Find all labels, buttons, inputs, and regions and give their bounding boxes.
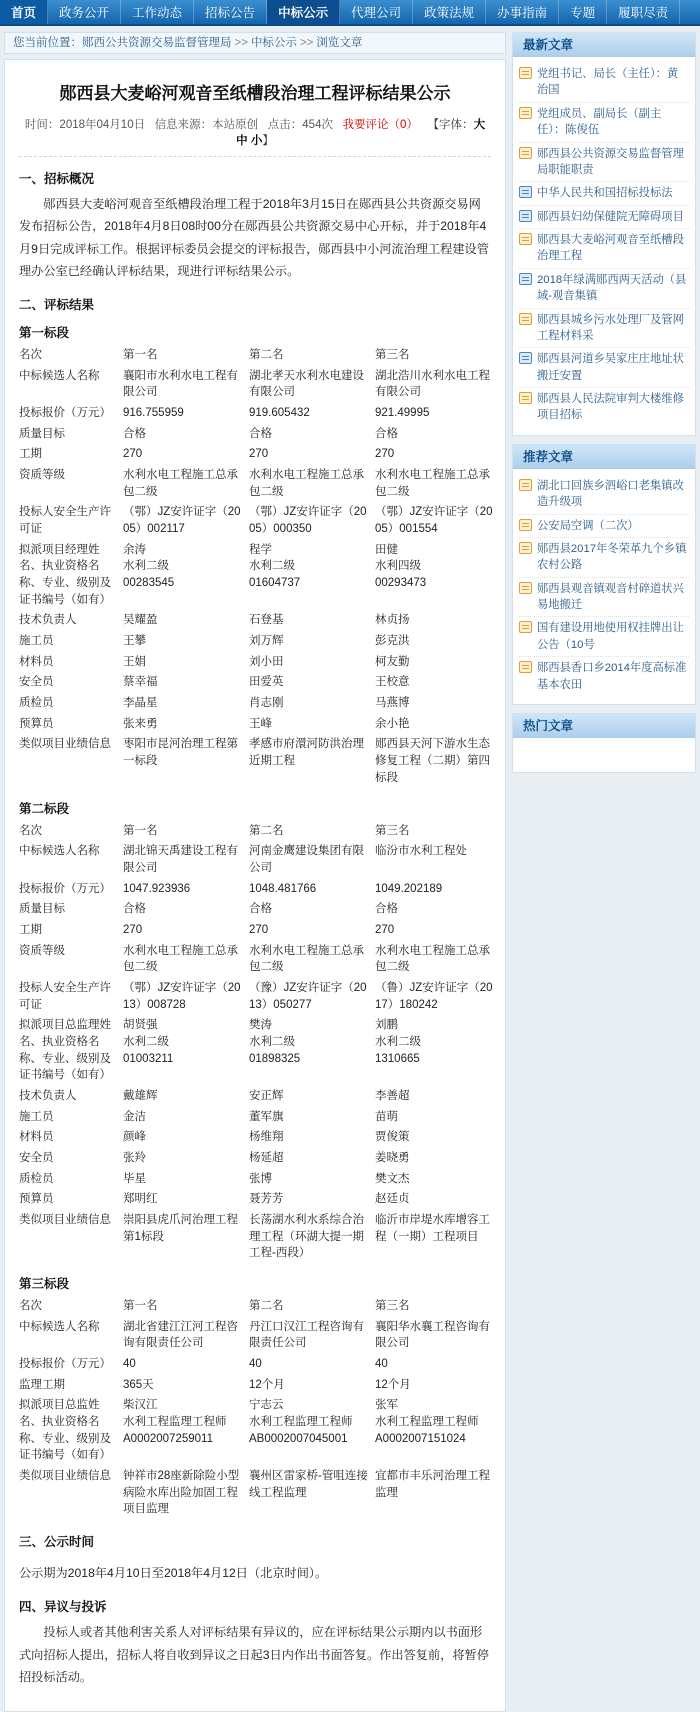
row-cell-1: 水利水电工程施工总承包二级	[249, 944, 364, 974]
section-heading-complaint: 四、异议与投诉	[19, 1599, 107, 1614]
row-cell-2: 樊文杰	[375, 1172, 410, 1185]
row-cell-1: 湖北孝天水利水电建设有限公司	[249, 369, 364, 399]
section-body-time: 公示期为2018年4月10日至2018年4月12日（北京时间）。	[19, 1566, 328, 1581]
nav-item-5[interactable]: 代理公司	[340, 0, 413, 24]
nav-item-0[interactable]: 首页	[0, 0, 48, 24]
row-label: 投标报价（万元）	[19, 1357, 111, 1370]
nav-item-8[interactable]: 专题	[559, 0, 607, 24]
doc-icon-blue	[519, 352, 532, 364]
table-row	[19, 672, 501, 693]
font-size-medium[interactable]: 中	[236, 134, 248, 147]
doc-icon-blue	[519, 273, 532, 285]
row-cell-1: 919.605432	[249, 407, 310, 420]
row-cell-0: 李晶星	[123, 697, 158, 710]
row-label: 类似项目业绩信息	[19, 1213, 111, 1226]
row-cell-2: 苗萌	[375, 1110, 398, 1123]
row-cell-2: 田健 水利四级 00293473	[375, 543, 427, 590]
row-cell-1: 长荡湖水利水系综合治理工程（环湖大提一期工程-西段）	[249, 1213, 364, 1260]
list-item-label: 2018年绿满郧西两天活动（县域-观音集镇	[537, 273, 687, 303]
row-cell-0: 合格	[123, 903, 146, 916]
row-cell-1: 董军旗	[249, 1110, 284, 1123]
row-label: 施工员	[19, 635, 54, 648]
doc-icon-orange	[519, 542, 532, 554]
row-label: 监理工期	[19, 1378, 65, 1391]
section-body-overview: 郧西县大麦峪河观音至纸槽段治理工程于2018年3月15日在郧西县公共资源交易网发布招标公告，2018年4月8日08时00分在郧西县公共资源交易中心开标，并于2018年4月9日完成评标工作。根据评标委员会提交的评标报告，郧西县中小河流治理工程建设管理办公室已经确认评标结果，现进行评标结果公示。	[19, 196, 489, 279]
row-cell-2: 赵廷贞	[375, 1193, 410, 1206]
row-cell-1: 12个月	[249, 1378, 285, 1391]
table-row	[19, 345, 501, 366]
table-row	[19, 403, 501, 424]
row-label: 资质等级	[19, 469, 65, 482]
table-row	[19, 540, 501, 611]
rail-list	[513, 57, 695, 435]
table-row	[19, 920, 501, 941]
doc-icon-orange	[519, 519, 532, 531]
breadcrumb-link-2[interactable]: 浏览文章	[316, 37, 363, 49]
table-row	[19, 631, 501, 652]
font-size-small[interactable]: 小	[250, 134, 263, 147]
sidebar-column	[512, 32, 696, 1712]
section-heading-results: 二、评标结果	[19, 298, 95, 313]
package-table-1	[19, 821, 501, 1264]
package-heading-2: 第三标段	[19, 1276, 70, 1291]
row-cell-0: 吴耀盈	[123, 614, 158, 627]
row-cell-1: 田爱英	[249, 676, 284, 689]
nav-item-9[interactable]: 履职尽责	[607, 0, 680, 24]
row-label: 材料员	[19, 1131, 54, 1144]
row-cell-2: 张军 水利工程监理工程师 A0002007151024	[375, 1399, 479, 1445]
list-item-label: 郧西县香口乡2014年度高标准基本农田	[537, 662, 687, 691]
row-cell-0: 水利水电工程施工总承包二级	[123, 944, 238, 974]
row-label: 安全员	[19, 1151, 54, 1164]
table-row	[19, 978, 501, 1015]
nav-item-4[interactable]: 中标公示	[267, 0, 340, 24]
breadcrumb-prefix: 您当前位置：	[13, 37, 82, 49]
row-cell-2: 王校意	[375, 676, 410, 689]
list-item[interactable]	[519, 578, 689, 618]
table-row	[19, 1086, 501, 1107]
row-cell-2: 李善超	[375, 1089, 410, 1102]
font-size-large[interactable]: 大	[473, 118, 486, 131]
row-cell-2: 12个月	[375, 1378, 411, 1391]
table-row	[19, 1169, 501, 1190]
table-row	[19, 465, 501, 502]
list-item[interactable]	[519, 182, 689, 205]
list-item-label: 中华人民共和国招标投标法	[537, 187, 673, 200]
comment-link[interactable]: 我要评论（0）	[342, 118, 418, 131]
row-cell-2: 1049.202189	[375, 882, 443, 895]
row-cell-1: 合格	[249, 903, 272, 916]
row-cell-2: 临沂市岸堤水库增容工程（一期）工程项目	[375, 1213, 490, 1243]
row-cell-0: 戴雄辉	[123, 1089, 158, 1102]
row-cell-2: 马燕博	[375, 697, 410, 710]
row-cell-0: 余涛 水利二级 00283545	[123, 543, 175, 590]
row-cell-0: 王攀	[123, 635, 146, 648]
row-cell-2: 合格	[375, 903, 398, 916]
row-cell-2: 彭克洪	[375, 635, 410, 648]
row-cell-1: （鄂）JZ安许证字（2005）000350	[249, 506, 367, 536]
table-row	[19, 1210, 501, 1264]
page-title: 郧西县大麦峪河观音至纸槽段治理工程评标结果公示	[59, 84, 451, 103]
row-cell-1: 刘小田	[249, 655, 284, 668]
list-item[interactable]	[519, 143, 689, 183]
list-item-label: 郧西县城乡污水处理厂及管网工程材料采	[537, 313, 684, 342]
row-label: 预算员	[19, 717, 54, 730]
row-cell-1: 水利水电工程施工总承包二级	[249, 469, 364, 498]
row-cell-2: 第三名	[375, 349, 410, 362]
row-cell-1: 第二名	[249, 349, 284, 362]
meta-source: 信息来源：本站原创	[154, 118, 259, 131]
table-row	[19, 1189, 501, 1210]
list-item-label: 郧西县河道乡吴家庄庄地址状搬迁安置	[537, 353, 684, 382]
row-cell-1: 40	[249, 1357, 262, 1370]
row-cell-0: 襄阳市水利水电工程有限公司	[123, 369, 238, 399]
row-label: 拟派项目总监姓名、执业资格名称、专业、级别及证书编号（如有）	[19, 1399, 111, 1462]
package-heading-0: 第一标段	[19, 326, 70, 341]
row-cell-2: 临汾市水利工程处	[375, 845, 467, 858]
row-cell-2: 40	[375, 1357, 388, 1370]
row-cell-1: 程学 水利二级 01604737	[249, 543, 301, 590]
rail-list	[513, 738, 695, 772]
table-row	[19, 444, 501, 465]
row-cell-1: 王峰	[249, 717, 272, 730]
row-label: 技术负责人	[19, 1089, 77, 1102]
row-cell-1: 聂芳芳	[249, 1193, 284, 1206]
doc-icon-blue	[519, 186, 532, 198]
row-cell-1: 270	[249, 923, 269, 936]
table-row	[19, 1015, 501, 1086]
row-label: 质量目标	[19, 427, 65, 440]
row-label: 投标报价（万元）	[19, 407, 111, 420]
font-label-end: 】	[262, 134, 274, 147]
row-cell-0: 湖北省建江江河工程咨询有限责任公司	[123, 1320, 238, 1350]
row-cell-0: 崇阳县虎爪河治理工程第1标段	[123, 1213, 238, 1243]
row-label: 施工员	[19, 1110, 54, 1123]
row-cell-0: 1047.923936	[123, 882, 191, 895]
row-cell-1: 孝感市府澴河防洪治理近期工程	[249, 738, 364, 768]
row-cell-0: 第一名	[123, 824, 158, 837]
breadcrumb-separator: >>	[299, 37, 314, 49]
row-label: 中标候选人名称	[19, 845, 100, 858]
row-label: 预算员	[19, 1193, 54, 1206]
row-cell-2: 姜晓勇	[375, 1151, 410, 1164]
row-cell-0: （鄂）JZ安许证字（2013）008728	[123, 981, 241, 1011]
row-label: 质检员	[19, 1172, 54, 1185]
nav-item-2[interactable]: 工作动态	[121, 0, 194, 24]
row-cell-0: 第一名	[123, 349, 158, 362]
meta-time: 时间：2018年04月10日	[24, 118, 146, 131]
doc-icon-orange	[519, 313, 532, 325]
breadcrumb-link-0[interactable]: 郧西公共资源交易监督管理局	[82, 37, 232, 49]
table-row	[19, 652, 501, 673]
row-label: 类似项目业绩信息	[19, 738, 111, 751]
row-cell-1: 丹江口汉江工程咨询有限责任公司	[249, 1320, 364, 1350]
row-cell-2: 宜都市丰乐河治理工程监理	[375, 1470, 490, 1499]
top-navigation	[0, 0, 700, 26]
meta-hits: 点击：454次	[267, 118, 333, 131]
table-row	[19, 1375, 501, 1396]
row-cell-1: 肖志刚	[249, 697, 284, 710]
row-label: 中标候选人名称	[19, 1320, 100, 1333]
row-label: 名次	[19, 824, 42, 837]
list-item-label: 郧西县妇幼保健院无障碍项目	[537, 210, 684, 223]
table-row	[19, 502, 501, 539]
list-item-label: 郧西县2017年冬荣革九个乡镇农村公路	[537, 542, 687, 572]
list-item-label: 湖北口回族乡泗峪口老集镇改造升级项	[537, 479, 684, 509]
row-cell-0: 270	[123, 448, 143, 461]
list-item[interactable]	[519, 348, 689, 388]
doc-icon-blue	[519, 210, 532, 222]
row-label: 资质等级	[19, 944, 65, 957]
rail-list	[513, 469, 695, 704]
row-cell-0: 40	[123, 1357, 136, 1370]
row-cell-1: 张博	[249, 1172, 272, 1185]
table-row	[19, 1107, 501, 1128]
row-cell-1: 安正辉	[249, 1089, 284, 1102]
row-cell-0: 柴汉江 水利工程监理工程师 A0002007259011	[123, 1399, 227, 1445]
list-item-label: 国有建设用地使用权挂牌出让公告（10号	[537, 622, 684, 651]
row-label: 安全员	[19, 676, 54, 689]
row-cell-0: 王娟	[123, 655, 146, 668]
row-cell-1: 杨延超	[249, 1151, 284, 1164]
row-label: 拟派项目经理姓名、执业资格名称、专业、级别及证书编号（如有）	[19, 543, 111, 606]
row-cell-2: 贾俊策	[375, 1131, 410, 1144]
row-cell-2: （鲁）JZ安许证字（2017）180242	[375, 981, 493, 1011]
font-label: 【字体：	[427, 118, 474, 131]
table-row	[19, 1354, 501, 1375]
row-cell-1: 樊涛 水利二级 01898325	[249, 1019, 301, 1065]
list-item[interactable]	[519, 475, 689, 515]
table-row	[19, 734, 501, 788]
row-cell-0: 湖北锦天禹建设工程有限公司	[123, 845, 238, 874]
row-cell-2: 水利水电工程施工总承包二级	[375, 944, 490, 974]
row-cell-1: 宁志云 水利工程监理工程师 AB0002007045001	[249, 1399, 353, 1445]
breadcrumb-separator: >>	[234, 37, 248, 49]
list-item[interactable]	[519, 388, 689, 427]
row-cell-2: 襄阳华水襄工程咨询有限公司	[375, 1320, 490, 1350]
article-meta	[19, 116, 491, 157]
row-cell-0: 合格	[123, 427, 146, 440]
list-item-label: 郧西县大麦峪河观音至纸槽段治理工程	[537, 234, 684, 263]
row-cell-1: 270	[249, 448, 269, 461]
row-cell-0: 916.755959	[123, 407, 184, 420]
row-cell-1: （豫）JZ安许证字（2013）050277	[249, 981, 367, 1011]
row-cell-2: 刘鹏 水利二级 1310665	[375, 1019, 421, 1065]
list-item-label: 党组书记、局长（主任）：黄治国	[537, 68, 679, 97]
rail-panel-title: 推荐文章	[513, 445, 695, 469]
row-cell-1: 石登基	[249, 614, 284, 627]
article-card	[4, 59, 506, 1712]
list-item[interactable]	[519, 269, 689, 309]
row-cell-2: （鄂）JZ安许证字（2005）001554	[375, 506, 493, 536]
list-item[interactable]	[519, 206, 689, 229]
table-row	[19, 821, 501, 842]
nav-item-1[interactable]: 政务公开	[48, 0, 121, 24]
package-list	[19, 323, 491, 1520]
row-label: 投标人安全生产许可证	[19, 506, 111, 536]
row-cell-2: 第三名	[375, 1299, 410, 1312]
doc-icon-orange	[519, 67, 532, 79]
row-label: 质检员	[19, 697, 54, 710]
table-row	[19, 841, 501, 878]
table-row	[19, 714, 501, 735]
main-column	[4, 32, 506, 1712]
section-heading-time: 三、公示时间	[19, 1535, 95, 1550]
list-item[interactable]	[519, 538, 689, 578]
row-cell-0: 365天	[123, 1378, 154, 1391]
table-row	[19, 610, 501, 631]
list-item-label: 公安局空调（二次）	[537, 519, 639, 532]
row-cell-0: 毕星	[123, 1172, 146, 1185]
row-cell-2: 余小艳	[375, 717, 410, 730]
list-item[interactable]	[519, 309, 689, 349]
table-row	[19, 424, 501, 445]
doc-icon-orange	[519, 147, 532, 159]
row-cell-2: 270	[375, 448, 395, 461]
doc-icon-orange	[519, 233, 532, 245]
list-item[interactable]	[519, 63, 689, 103]
row-cell-1: 第二名	[249, 824, 284, 837]
doc-icon-orange	[519, 107, 532, 119]
row-label: 工期	[19, 448, 42, 461]
breadcrumb-link-1[interactable]: 中标公示	[250, 37, 297, 49]
row-cell-0: 张羚	[123, 1151, 146, 1164]
table-row	[19, 879, 501, 900]
package-heading-1: 第二标段	[19, 801, 70, 816]
row-label: 技术负责人	[19, 614, 77, 627]
table-row	[19, 1127, 501, 1148]
table-row	[19, 1296, 501, 1317]
row-label: 类似项目业绩信息	[19, 1470, 111, 1482]
list-item-label: 郧西县公共资源交易监督管理局职能职责	[537, 147, 684, 176]
row-cell-2: 柯友勤	[375, 655, 410, 668]
row-label: 材料员	[19, 655, 54, 668]
row-cell-0: 胡贤强 水利二级 01003211	[123, 1019, 174, 1065]
doc-icon-orange	[519, 479, 532, 491]
row-cell-2: 合格	[375, 427, 398, 440]
nav-item-6[interactable]: 政策法规	[413, 0, 486, 24]
content-wrapper	[0, 26, 700, 1712]
row-cell-2: 水利水电工程施工总承包二级	[375, 469, 490, 498]
row-cell-0: 蔡幸福	[123, 676, 158, 689]
table-row	[19, 366, 501, 403]
package-table-2	[19, 1296, 501, 1520]
breadcrumb	[4, 32, 506, 54]
list-item[interactable]	[519, 657, 689, 696]
list-item-label: 党组成员、副局长（副主任）：陈俊伍	[537, 107, 662, 137]
section-body-complaint: 投标人或者其他利害关系人对评标结果有异议的，应在评标结果公示期内以书面形式向招标人提出，招标人将自收到异议之日起3日内作出书面答复。作出答复前，将暂停招投标活动。	[19, 1624, 489, 1685]
row-label: 名次	[19, 349, 42, 362]
rail-panel-title: 最新文章	[513, 33, 695, 57]
row-cell-0: 金洁	[123, 1110, 146, 1123]
row-cell-0: 水利水电工程施工总承包二级	[123, 469, 238, 498]
list-item[interactable]	[519, 617, 689, 657]
rail-panel-1	[512, 444, 696, 705]
section-heading-overview: 一、招标概况	[19, 171, 95, 186]
table-row	[19, 1148, 501, 1169]
row-cell-1: 第二名	[249, 1299, 284, 1312]
row-cell-2: 270	[375, 923, 395, 936]
table-row	[19, 1317, 501, 1354]
row-label: 投标报价（万元）	[19, 882, 111, 895]
row-cell-2: 林贞扬	[375, 614, 410, 627]
row-label: 拟派项目总监理姓名、执业资格名称、专业、级别及证书编号（如有）	[19, 1019, 111, 1082]
doc-icon-orange	[519, 582, 532, 594]
nav-item-7[interactable]: 办事指南	[486, 0, 559, 24]
doc-icon-orange	[519, 661, 532, 673]
row-cell-0: 钟祥市28座新除险小型病险水库出险加固工程项目监理	[123, 1470, 240, 1516]
row-cell-2: 第三名	[375, 824, 410, 837]
row-label: 中标候选人名称	[19, 369, 100, 382]
row-cell-1: 杨维翔	[249, 1131, 284, 1144]
row-cell-2: 郧西县天河下游水生态修复工程（二期）第四标段	[375, 738, 490, 784]
row-label: 工期	[19, 923, 42, 936]
rail-panel-title: 热门文章	[513, 714, 695, 738]
table-row	[19, 693, 501, 714]
list-item-label: 郧西县人民法院审判大楼维修项目招标	[537, 393, 684, 422]
row-cell-1: 1048.481766	[249, 882, 317, 895]
row-label: 投标人安全生产许可证	[19, 981, 111, 1011]
row-label: 质量目标	[19, 903, 65, 916]
row-label: 名次	[19, 1299, 42, 1312]
row-cell-1: 合格	[249, 427, 272, 440]
row-cell-0: 颜峰	[123, 1131, 146, 1144]
row-cell-0: 270	[123, 923, 143, 936]
doc-icon-orange	[519, 392, 532, 404]
table-row	[19, 1395, 501, 1466]
table-row	[19, 1466, 501, 1520]
package-table-0	[19, 345, 501, 788]
row-cell-2: 921.49995	[375, 407, 430, 420]
row-cell-1: 河南金鹰建设集团有限公司	[249, 845, 364, 874]
rail-panel-0	[512, 32, 696, 436]
list-item[interactable]	[519, 229, 689, 269]
row-cell-0: （鄂）JZ安许证字（2005）002117	[123, 506, 241, 536]
list-item[interactable]	[519, 103, 689, 143]
nav-item-3[interactable]: 招标公告	[194, 0, 267, 24]
list-item[interactable]	[519, 515, 689, 538]
doc-icon-orange	[519, 621, 532, 633]
row-cell-2: 湖北浩川水利水电工程有限公司	[375, 369, 490, 399]
table-row	[19, 941, 501, 978]
row-cell-0: 郑明红	[123, 1193, 158, 1206]
row-cell-0: 张来勇	[123, 717, 158, 730]
table-row	[19, 899, 501, 920]
row-cell-0: 枣阳市昆河治理工程第一标段	[123, 738, 238, 768]
row-cell-1: 刘万辉	[249, 635, 284, 648]
row-cell-0: 第一名	[123, 1299, 158, 1312]
rail-panel-2	[512, 713, 696, 773]
row-cell-1: 襄州区雷家桥-管咀连接线工程监理	[249, 1470, 368, 1499]
list-item-label: 郧西县观音镇观音村碎道状兴易地搬迁	[537, 582, 684, 611]
